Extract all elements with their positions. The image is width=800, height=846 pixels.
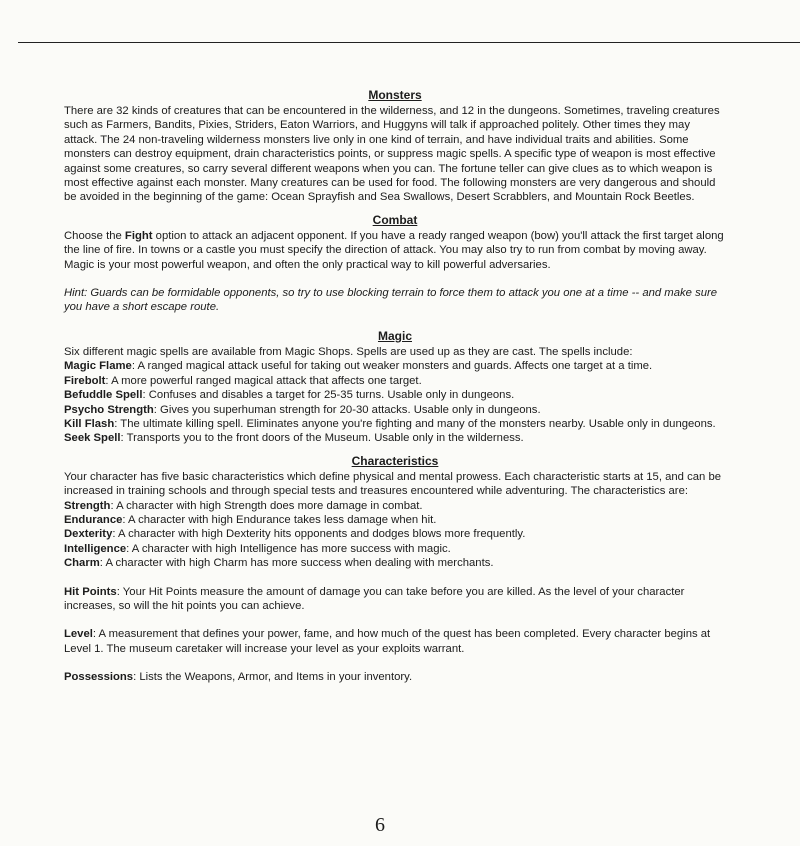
characteristic-item: Endurance: A character with high Endurance takes less damage when hit.: [64, 513, 437, 526]
spell-item: Firebolt: A more powerful ranged magical attack that affects one target.: [64, 374, 422, 387]
manual-page-content: [64, 88, 726, 685]
hit-points-paragraph: Hit Points: Your Hit Points measure the amount of damage you can take before you are killed. As the level of your character increases, so will the hit points you can achieve.: [64, 585, 685, 612]
fight-term: Fight: [124, 229, 153, 242]
combat-paragraph: Choose the Fight option to attack an adjacent opponent. If you have a ready ranged weapon (bow) you'll attack the first target along the line of fire. In towns or a castle you must specify the direction of attack. You may also try to run from combat by moving away. Magic is your most powerful weapon, and often the only practical way to kill powerful adversaries.: [64, 229, 724, 271]
monsters-heading: Monsters: [368, 88, 422, 102]
possessions-paragraph: Possessions: Lists the Weapons, Armor, and Items in your inventory.: [64, 671, 413, 684]
monsters-paragraph: There are 32 kinds of creatures that can be encountered in the wilderness, and 12 in the dungeons. Sometimes, traveling creatures such as Farmers, Bandits, Pixies, Striders, Eaton Warriors, and Huggyns will talk if approached politely. Other times they may attack. The 24 non-traveling wilderness monsters live only in one kind of terrain, and have individual traits and abilities. Some monsters can destroy equipment, drain characteristics points, or suppress magic spells. A specific type of weapon is most effective against some creatures, so carry several different weapons when you can. The fortune teller can give clues as to which weapon is most effective against each monster. Many creatures can be used for food. The following monsters are very dangerous and should be avoided in the beginning of the game: Ocean Sprayfish and Sea Swallows, Desert Scrabblers, and Mountain Rock Beetles.: [64, 105, 720, 204]
characteristics-intro: Your character has five basic characteristics which define physical and mental prowess. Each characteristic starts at 15, and can be increased in training schools and through special tests and treasures encountered while adventuring. The characteristics are:: [64, 470, 722, 498]
spell-item: Befuddle Spell: Confuses and disables a target for 25-35 turns. Usable only in dungeons.: [64, 389, 515, 402]
spell-item: Magic Flame: A ranged magical attack useful for taking out weaker monsters and guards. Affects one target at a time.: [64, 360, 653, 373]
characteristic-item: Charm: A character with high Charm has more success when dealing with merchants.: [64, 557, 494, 570]
top-rule: [18, 42, 800, 43]
spell-item: Psycho Strength: Gives you superhuman strength for 20-30 attacks. Usable only in dungeons.: [64, 403, 541, 416]
characteristics-heading: Characteristics: [351, 453, 439, 468]
characteristic-item: Dexterity: A character with high Dexterity hits opponents and dodges blows more frequently.: [64, 528, 526, 541]
combat-hint: Hint: Guards can be formidable opponents, so try to use blocking terrain to force them to attack you one at a time -- and make sure you have a short escape route.: [64, 287, 718, 314]
magic-heading: Magic: [377, 328, 412, 343]
characteristic-item: Strength: A character with high Strength does more damage in combat.: [64, 499, 423, 512]
level-paragraph: Level: A measurement that defines your power, fame, and how much of the quest has been completed. Every character begins at Level 1. The museum caretaker will increase your level as your exploits warrant.: [64, 628, 711, 655]
spell-item: Kill Flash: The ultimate killing spell. Eliminates anyone you're fighting and many of the monsters nearby. Usable only in dungeons.: [64, 417, 716, 430]
spell-item: Seek Spell: Transports you to the front doors of the Museum. Usable only in the wilderness.: [64, 432, 524, 445]
magic-intro: Six different magic spells are available from Magic Shops. Spells are used up as they are cast. The spells include:: [64, 345, 633, 358]
characteristic-item: Intelligence: A character with high Intelligence has more success with magic.: [64, 542, 451, 555]
combat-heading: Combat: [372, 212, 418, 227]
page-number: 6: [375, 814, 385, 836]
